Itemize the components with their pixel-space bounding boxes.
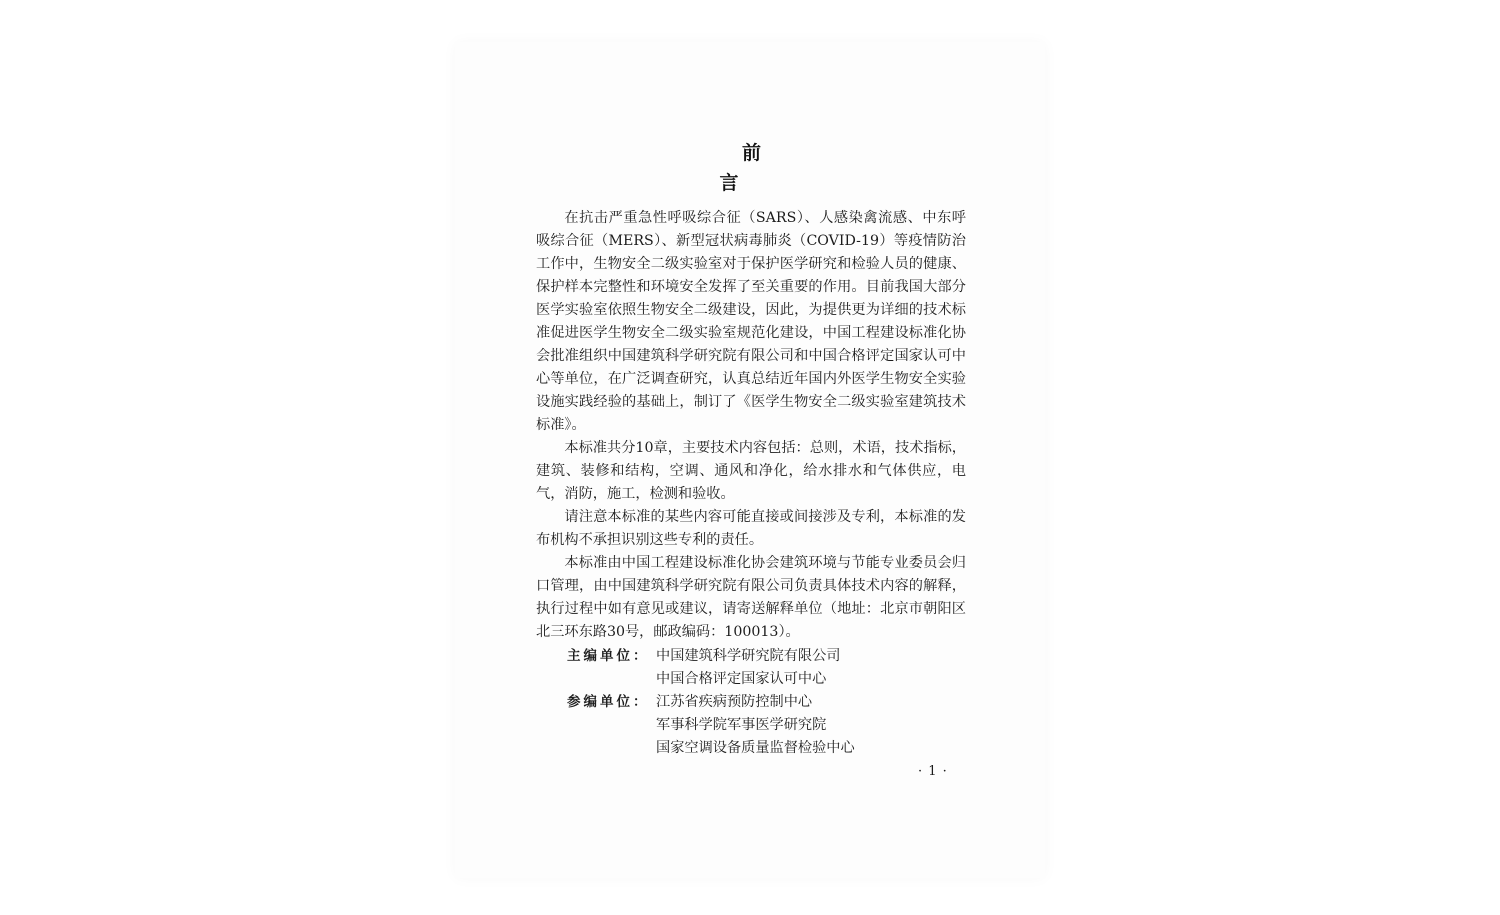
participating-editor-unit: 军事科学院军事医学研究院 bbox=[656, 717, 827, 733]
editing-units bbox=[536, 645, 966, 760]
preface-body bbox=[536, 207, 966, 760]
participating-editor-unit: 江苏省疾病预防控制中心 bbox=[656, 694, 813, 710]
participating-editor-unit: 国家空调设备质量监督检验中心 bbox=[656, 740, 855, 756]
chief-editor-unit: 中国建筑科学研究院有限公司 bbox=[656, 648, 841, 664]
chief-editor-group bbox=[536, 645, 966, 691]
chief-editor-label: 主编单位： bbox=[567, 648, 650, 664]
preface-paragraph-management: 本标准由中国工程建设标准化协会建筑环境与节能专业委员会归口管理，由中国建筑科学研究院有限公司负责具体技术内容的解释，执行过程中如有意见或建议，请寄送解释单位（地址：北京市朝阳区北三环东路30号，邮政编码：100013）。 bbox=[536, 555, 966, 640]
chief-editor-unit: 中国合格评定国家认可中心 bbox=[656, 671, 827, 687]
preface-paragraph-patent-notice: 请注意本标准的某些内容可能直接或间接涉及专利，本标准的发布机构不承担识别这些专利的责任。 bbox=[536, 509, 966, 548]
page-title: 前言 bbox=[719, 142, 804, 194]
participating-editor-label: 参编单位： bbox=[567, 694, 650, 710]
participating-editor-group bbox=[536, 691, 966, 760]
page-number: · 1 · bbox=[918, 764, 948, 779]
participating-editor-list bbox=[656, 691, 855, 760]
preface-paragraph-background: 在抗击严重急性呼吸综合征（SARS）、人感染禽流感、中东呼吸综合征（MERS）、新型冠状病毒肺炎（COVID-19）等疫情防治工作中，生物安全二级实验室对于保护医学研究和检验人员的健康、保护样本完整性和环境安全发挥了至关重要的作用。目前我国大部分医学实验室依照生物安全二级建设，因此，为提供更为详细的技术标准促进医学生物安全二级实验室规范化建设，中国工程建设标准化协会批准组织中国建筑科学研究院有限公司和中国合格评定国家认可中心等单位，在广泛调查研究，认真总结近年国内外医学生物安全实验设施实践经验的基础上，制订了《医学生物安全二级实验室建筑技术标准》。 bbox=[536, 210, 966, 433]
preface-paragraph-contents: 本标准共分10章，主要技术内容包括：总则，术语，技术指标，建筑、装修和结构，空调、通风和净化，给水排水和气体供应，电气，消防，施工，检测和验收。 bbox=[536, 440, 966, 502]
chief-editor-list bbox=[656, 645, 840, 691]
